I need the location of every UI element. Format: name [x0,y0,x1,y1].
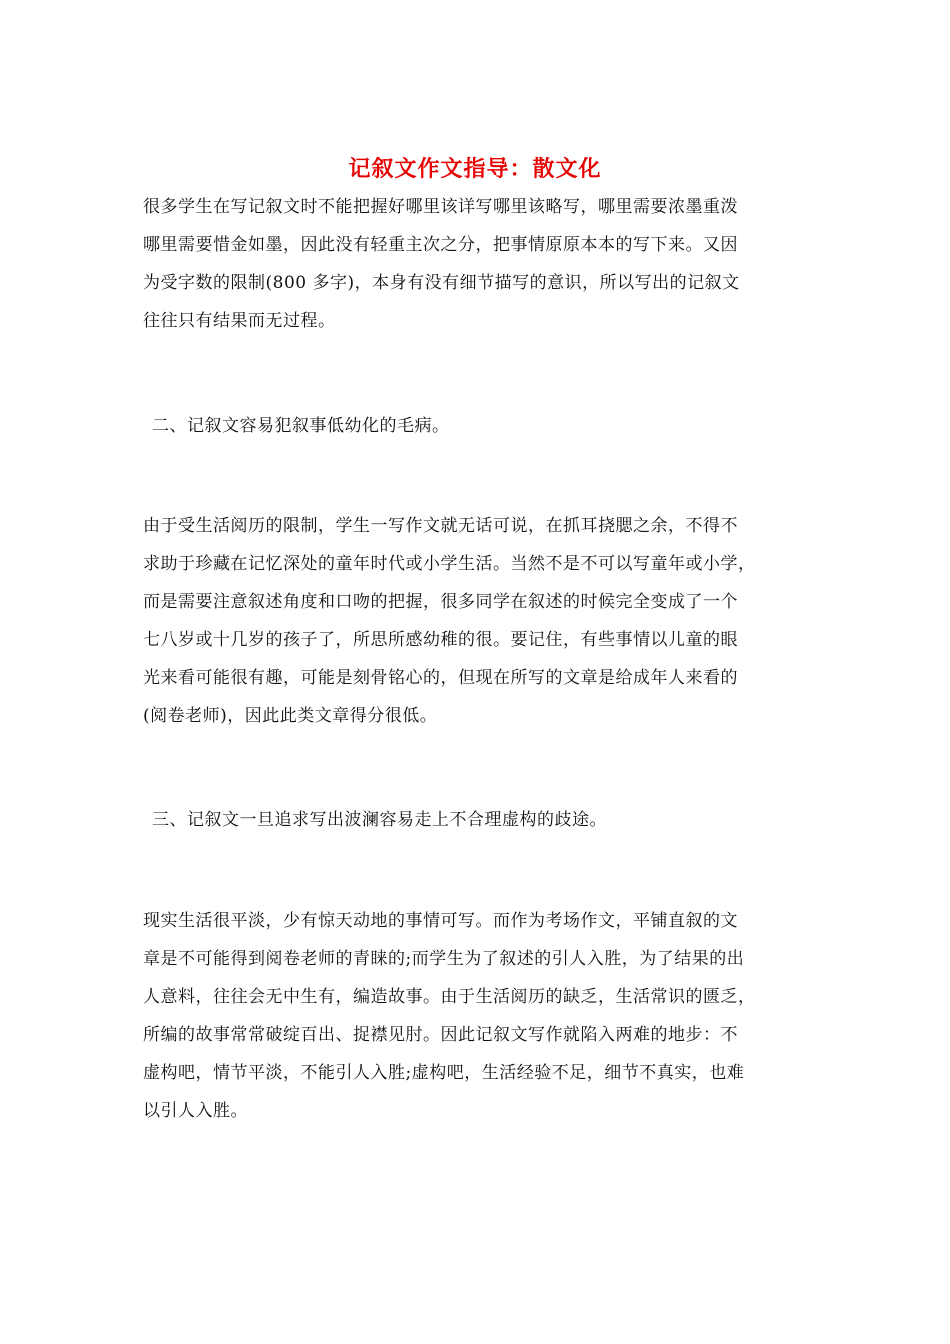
paragraph-line: 哪里需要惜金如墨，因此没有轻重主次之分，把事情原原本本的写下来。又因 [143,235,738,255]
section-heading-2: 二、记叙文容易犯叙事低幼化的毛病。 [152,416,450,436]
section-heading-3: 三、记叙文一旦追求写出波澜容易走上不合理虚构的歧途。 [152,810,607,830]
paragraph-line: 章是不可能得到阅卷老师的青睐的;而学生为了叙述的引人入胜，为了结果的出 [143,949,745,969]
paragraph-line: 虚构吧，情节平淡，不能引人入胜;虚构吧，生活经验不足，细节不真实，也难 [143,1063,745,1083]
document-title: 记叙文作文指导：散文化 [348,157,602,182]
paragraph-line: 求助于珍藏在记忆深处的童年时代或小学生活。当然不是不可以写童年或小学， [143,554,756,574]
paragraph-line: 光来看可能很有趣，可能是刻骨铭心的，但现在所写的文章是给成年人来看的 [143,668,738,688]
paragraph-line: 由于受生活阅历的限制，学生一写作文就无话可说，在抓耳挠腮之余，不得不 [143,516,738,536]
paragraph-line: 很多学生在写记叙文时不能把握好哪里该详写哪里该略写，哪里需要浓墨重泼 [143,197,738,217]
paragraph-line: 所编的故事常常破绽百出、捉襟见肘。因此记叙文写作就陷入两难的地步：不 [143,1025,738,1045]
paragraph-line: 而是需要注意叙述角度和口吻的把握，很多同学在叙述的时候完全变成了一个 [143,592,738,612]
paragraph-line: 现实生活很平淡，少有惊天动地的事情可写。而作为考场作文，平铺直叙的文 [143,911,738,931]
paragraph-line: (阅卷老师)，因此此类文章得分很低。 [143,706,438,726]
paragraph-1 [143,188,807,340]
paragraph-2 [143,507,807,735]
paragraph-3 [143,902,807,1130]
paragraph-line: 七八岁或十几岁的孩子了，所思所感幼稚的很。要记住，有些事情以儿童的眼 [143,630,738,650]
paragraph-line: 人意料，往往会无中生有，编造故事。由于生活阅历的缺乏，生活常识的匮乏， [143,987,756,1007]
paragraph-line: 为受字数的限制(800 多字)，本身有没有细节描写的意识，所以写出的记叙文 [143,273,740,293]
paragraph-line: 往往只有结果而无过程。 [143,311,336,331]
paragraph-line: 以引人入胜。 [143,1101,248,1121]
